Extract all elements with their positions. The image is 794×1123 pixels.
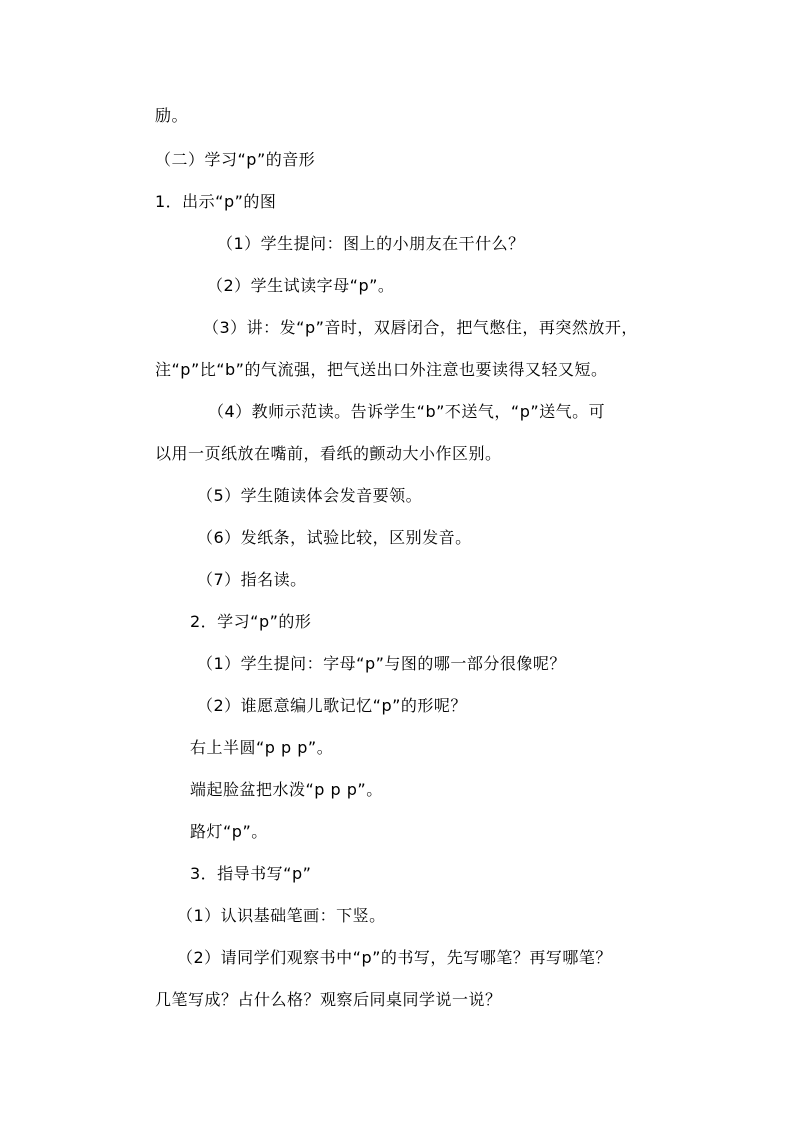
text-line-12: （7）指名读。: [197, 570, 307, 589]
text-line-13: 2．学习“p”的形: [190, 612, 312, 631]
text-line-1: 励。: [155, 106, 189, 125]
text-line-5: （2）学生试读字母“p”。: [207, 276, 395, 295]
text-line-6: （3）讲：发“p”音时，双唇闭合，把气憋住，再突然放开，: [203, 318, 638, 337]
text-line-22: 几笔写成？占什么格？观察后同桌同学说一说？: [155, 990, 502, 1009]
text-line-14: （1）学生提问：字母“p”与图的哪一部分很像呢？: [197, 654, 566, 673]
text-line-7: 注“p”比“b”的气流强，把气送出口外注意也要读得又轻又短。: [155, 360, 608, 379]
text-line-19: 3．指导书写“p”: [190, 864, 312, 883]
text-line-16: 右上半圆“p p p”。: [190, 738, 334, 757]
text-line-8: （4）教师示范读。告诉学生“b”不送气，“p”送气。可: [208, 402, 606, 421]
text-line-9: 以用一页纸放在嘴前，看纸的颤动大小作区别。: [155, 444, 502, 463]
section-heading-2: （二）学习“p”的音形: [155, 150, 316, 169]
text-line-11: （6）发纸条，试验比较，区别发音。: [197, 528, 472, 547]
text-line-21: （2）请同学们观察书中“p”的书写，先写哪笔？再写哪笔？: [177, 948, 612, 967]
text-line-15: （2）谁愿意编儿歌记忆“p”的形呢？: [197, 696, 467, 715]
text-line-3: 1．出示“p”的图: [155, 192, 277, 211]
text-line-4: （1）学生提问：图上的小朋友在干什么？: [217, 234, 525, 253]
text-line-10: （5）学生随读体会发音要领。: [197, 486, 423, 505]
text-line-17: 端起脸盆把水泼“p p p”。: [190, 780, 383, 799]
text-line-20: （1）认识基础笔画：下竖。: [177, 906, 386, 925]
text-line-18: 路灯“p”。: [190, 822, 268, 841]
